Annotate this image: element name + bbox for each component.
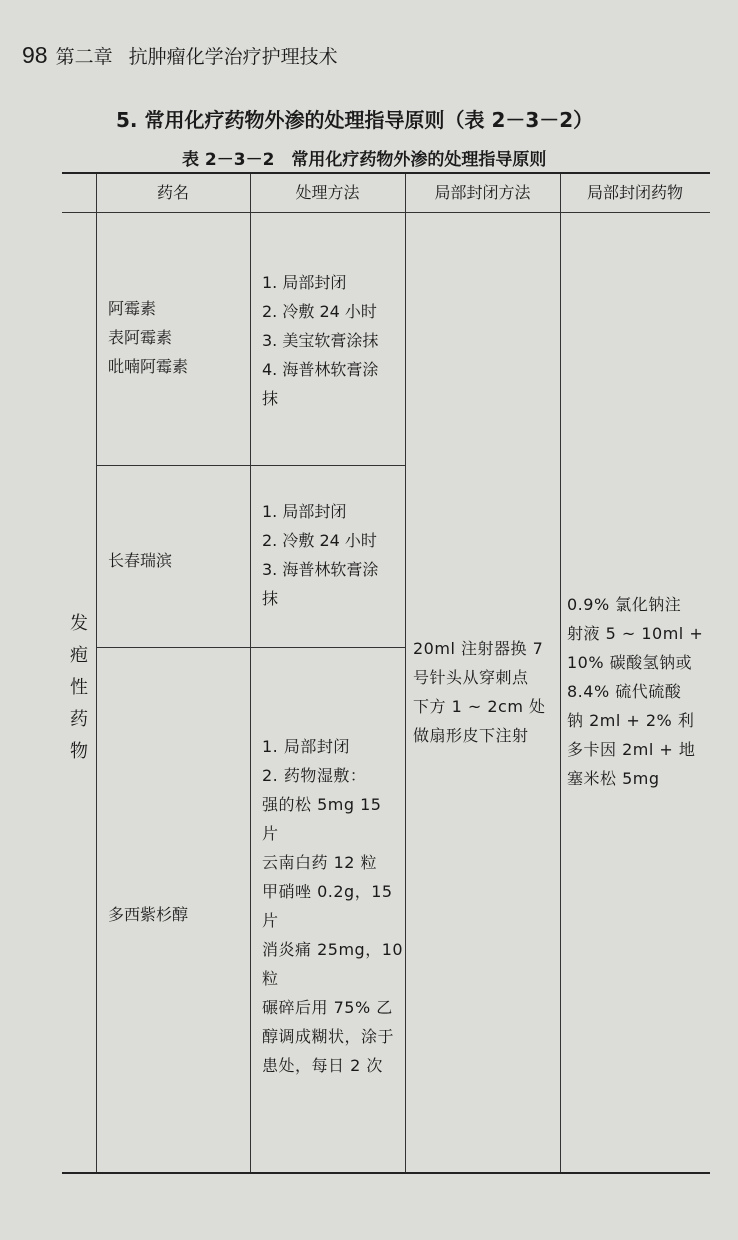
- row1-treatment: [262, 268, 404, 413]
- method-line: 2. 冷敷 24 小时: [262, 531, 377, 550]
- method-line: 强的松 5mg 15: [262, 795, 382, 814]
- method-line: 片: [262, 824, 279, 843]
- method-line: 患处，每日 2 次: [262, 1056, 383, 1075]
- seal-method-line: 号针头从穿刺点: [413, 668, 529, 687]
- method-line: 1. 局部封闭: [262, 273, 347, 292]
- seal-drug: [567, 590, 710, 793]
- method-line: 抹: [262, 389, 279, 408]
- category-char: 发: [70, 613, 88, 634]
- category-char: 物: [70, 741, 88, 762]
- column-divider-1: [96, 174, 97, 1172]
- column-divider-4: [560, 174, 561, 1172]
- seal-method-line: 20ml 注射器换 7: [413, 639, 544, 658]
- page-number: 98: [22, 42, 48, 68]
- header-seal-method: 局部封闭方法: [434, 183, 531, 202]
- seal-drug-line: 多卡因 2ml + 地: [567, 740, 696, 759]
- row-divider-1: [96, 465, 405, 466]
- method-line: 甲硝唑 0.2g，15: [262, 882, 393, 901]
- drug-line: 多西紫杉醇: [108, 905, 189, 924]
- row1-drug-name: [108, 294, 248, 381]
- chapter-label: 第二章: [55, 46, 113, 68]
- row2-drug-name: [108, 546, 248, 575]
- column-divider-3: [405, 174, 406, 1172]
- method-line: 3. 海普林软膏涂: [262, 560, 379, 579]
- section-title: 5. 常用化疗药物外渗的处理指导原则（表 2－3－2）: [116, 108, 594, 132]
- chapter-title: 抗肿瘤化学治疗护理技术: [128, 46, 338, 68]
- method-line: 抹: [262, 589, 279, 608]
- header-treatment: 处理方法: [295, 183, 360, 202]
- row3-treatment: [262, 732, 404, 1080]
- table-top-rule: [62, 172, 710, 174]
- category-label: [62, 608, 96, 768]
- method-line: 片: [262, 911, 279, 930]
- seal-drug-line: 射液 5 ~ 10ml +: [567, 624, 704, 643]
- drug-line: 长春瑞滨: [108, 551, 173, 570]
- seal-method: [413, 634, 559, 750]
- category-char: 药: [70, 709, 88, 730]
- category-char: 疱: [70, 645, 88, 666]
- row-divider-2: [96, 647, 405, 648]
- method-line: 醇调成糊状，涂于: [262, 1027, 395, 1046]
- method-line: 消炎痛 25mg，10: [262, 940, 404, 959]
- category-char: [62, 608, 96, 768]
- table-bottom-rule: [62, 1172, 710, 1174]
- seal-method-line: 下方 1 ~ 2cm 处: [413, 697, 546, 716]
- category-char: 性: [70, 677, 88, 698]
- seal-drug-line: 塞米松 5mg: [567, 769, 660, 788]
- seal-method-line: 做扇形皮下注射: [413, 726, 529, 745]
- column-divider-2: [250, 174, 251, 1172]
- seal-drug-line: 8.4% 硫代硫酸: [567, 682, 682, 701]
- seal-drug-line: 0.9% 氯化钠注: [567, 595, 682, 614]
- seal-drug-line: 钠 2ml + 2% 利: [567, 711, 695, 730]
- method-line: 1. 局部封闭: [262, 737, 350, 756]
- method-line: 碾碎后用 75% 乙: [262, 998, 393, 1017]
- method-line: 4. 海普林软膏涂: [262, 360, 379, 379]
- header-bottom-rule: [62, 212, 710, 213]
- seal-drug-line: 10% 碳酸氢钠或: [567, 653, 693, 672]
- header-drug-name: 药名: [156, 183, 189, 202]
- drug-line: 吡喃阿霉素: [108, 357, 189, 376]
- header-seal-drug: 局部封闭药物: [586, 183, 683, 202]
- table-caption: 表 2－3－2 常用化疗药物外渗的处理指导原则: [182, 150, 547, 170]
- method-line: 粒: [262, 969, 279, 988]
- row3-drug-name: [108, 900, 248, 929]
- method-line: 云南白药 12 粒: [262, 853, 378, 872]
- drug-line: 表阿霉素: [108, 328, 173, 347]
- method-line: 2. 药物湿敷：: [262, 766, 367, 785]
- drug-line: 阿霉素: [108, 299, 157, 318]
- method-line: 1. 局部封闭: [262, 502, 347, 521]
- method-line: 3. 美宝软膏涂抹: [262, 331, 379, 350]
- running-header: [22, 42, 338, 69]
- method-line: 2. 冷敷 24 小时: [262, 302, 377, 321]
- row2-treatment: [262, 497, 404, 613]
